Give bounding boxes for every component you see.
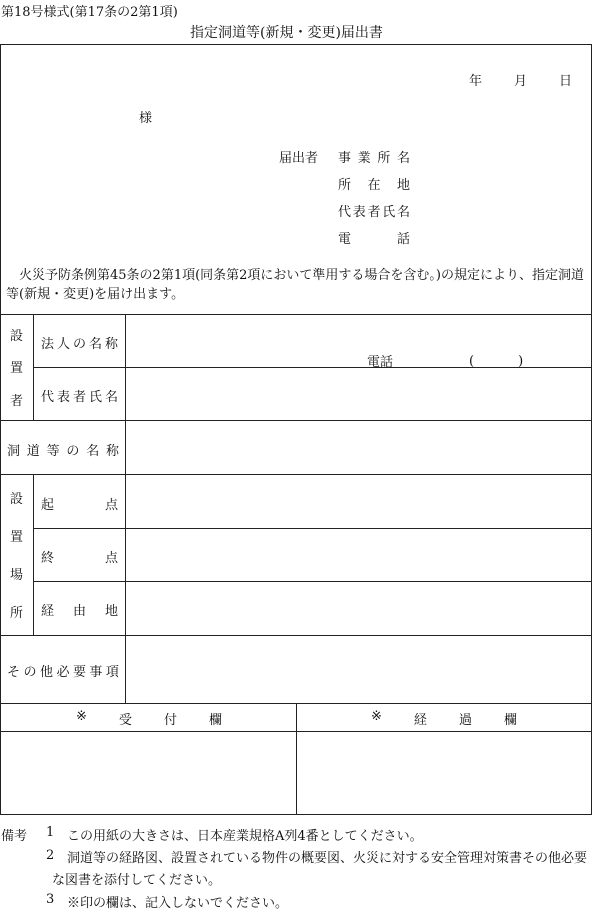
other-label: そ の 他 必 要 事 項 [7, 665, 119, 680]
corp-name-field[interactable] [126, 315, 591, 367]
start-label: 起 点 [41, 498, 118, 513]
note-2-num: 2 [46, 848, 55, 863]
date-year: 年 [469, 74, 483, 89]
other-field[interactable] [126, 636, 591, 703]
end-field[interactable] [126, 529, 591, 581]
reception-label: ※ 受 付 欄 [76, 709, 222, 728]
installer-label: 設 置 者 [9, 328, 23, 410]
notes-label: 備考 [1, 829, 28, 844]
statement-text: 火災予防条例第45条の2第1項(同条第2項において準用する場合を含む。)の規定により、指定洞道等(新規・変更)を届け出ます。 [6, 268, 584, 302]
progress-field [297, 732, 591, 814]
phone-label: 電 話 [338, 232, 410, 247]
business-name-label: 事 業 所 名 [338, 151, 410, 166]
note-1-num: 1 [46, 825, 55, 840]
start-field[interactable] [126, 475, 591, 528]
date-day: 日 [559, 74, 573, 89]
address-label: 所 在 地 [338, 178, 410, 193]
note-2-text: 洞道等の経路図、設置されている物件の概要図、火災に対する安全管理対策書その他必要な図書を添付してください。 [52, 851, 588, 888]
progress-label: ※ 経 過 欄 [371, 709, 517, 728]
rep-name-label: 代 表 者 氏 名 [41, 390, 118, 405]
date-month: 月 [514, 74, 528, 89]
note-1-text: この用紙の大きさは、日本産業規格A列4番としてください。 [67, 829, 423, 844]
note-3-text: ※印の欄は、記入しないでください。 [67, 896, 289, 911]
representative-label: 代 表 者 氏 名 [338, 205, 410, 220]
via-label: 経 由 地 [41, 604, 118, 619]
form-title: 指定洞道等(新規・変更)届出書 [190, 25, 383, 41]
rep-name-field[interactable] [126, 368, 591, 420]
corp-phone-label: 電話 [367, 355, 394, 370]
form-number: 第18号様式(第17条の2第1項) [1, 5, 178, 20]
corp-phone-parens: ( ) [469, 354, 530, 369]
tunnel-name-label: 洞 道 等 の 名 称 [7, 444, 119, 459]
tunnel-name-field[interactable] [126, 421, 591, 474]
notifier-label: 届出者 [279, 151, 319, 166]
col-line-location [33, 474, 34, 635]
reception-field [1, 732, 296, 814]
location-label: 設 置 場 所 [9, 491, 23, 622]
end-label: 終 点 [41, 551, 118, 566]
note-3-num: 3 [46, 892, 55, 907]
addressee-suffix: 様 [139, 111, 153, 126]
corp-name-label: 法 人 の 名 称 [41, 337, 118, 352]
via-field[interactable] [126, 582, 591, 635]
